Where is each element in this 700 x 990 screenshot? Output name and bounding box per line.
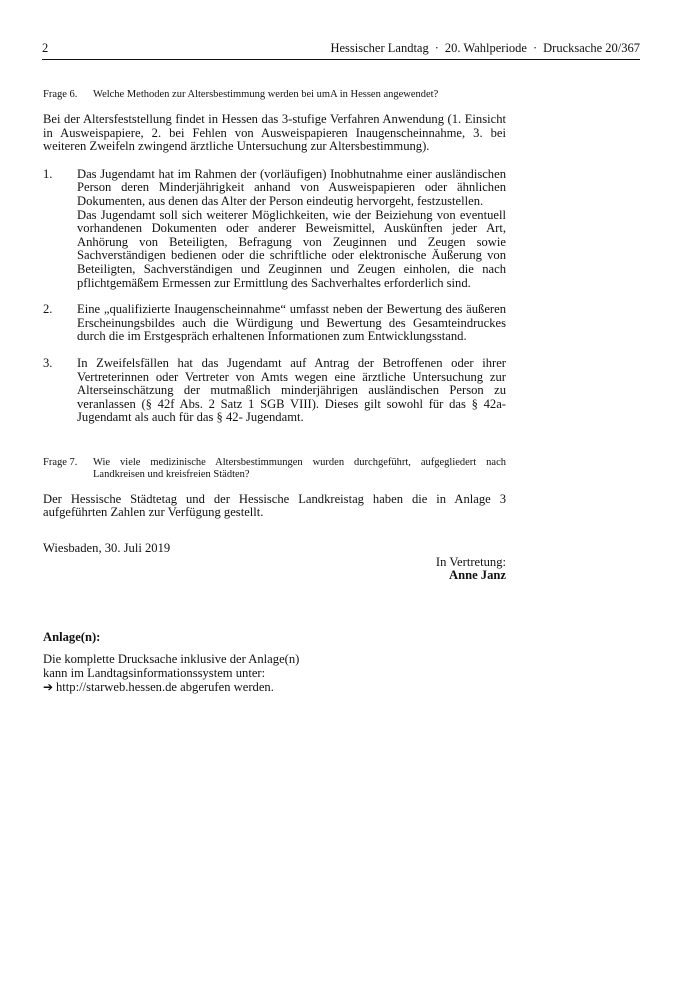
list-number: 1. (43, 166, 53, 181)
list-paragraph: In Zweifelsfällen hat das Jugendamt auf Antrag der Betroffenen oder ihrer Vertreterinnen oder Vertreter von Amts wegen eine ärztliche Untersuchung zur Alterseinschätzung der mutmaßlich minderjährigen ausländischen Person zu veranlassen (§ 42f Abs. 2 Satz 1 SGB VIII). Dieses gilt sowohl für das § 42a-Jugendamt als auch für das § 42- Jugendamt. (77, 355, 506, 425)
attachment-section (43, 631, 506, 694)
page-number: 2 (42, 41, 49, 55)
question-text: Wie viele medizinische Altersbestimmungen wurden durchgeführt, aufgegliedert nach Landkreisen und kreisfreien Städten? (93, 456, 506, 480)
starweb-link[interactable]: http://starweb.hessen.de abgerufen werden. (56, 679, 274, 694)
list-body (77, 303, 506, 344)
list-item (43, 357, 506, 425)
header-info (330, 41, 640, 56)
document-number: Drucksache 20/367 (543, 41, 640, 55)
answer-6-intro: Bei der Altersfeststellung findet in Hessen das 3-stufige Verfahren Anwendung (1. Einsicht in Ausweispapiere, 2. bei Fehlen von Ausweispapieren Inaugenscheinnahme, 3. bei weiteren Zweifeln zwingend ärztliche Untersuchung zur Altersbestimmung). (43, 112, 506, 154)
question-label: Frage 7. (43, 456, 78, 468)
attachment-link-line (43, 681, 506, 695)
list-paragraph: Eine „qualifizierte Inaugenscheinnahme“ umfasst neben der Bewertung des äußeren Erscheinungsbildes auch die Würdigung und Bewertung des Gesamteindruckes durch die im Erstgespräch erhaltenen Informationen zum Entwicklungsstand. (77, 302, 506, 344)
place-date: Wiesbaden, 30. Juli 2019 (43, 541, 171, 556)
list-number: 3. (43, 355, 53, 370)
attachment-line: Die komplette Drucksache inklusive der Anlage(n) (43, 652, 300, 667)
list-paragraph: Das Jugendamt soll sich weiterer Möglichkeiten, wie der Beiziehung von eventuell vorhandenen Dokumenten oder anderer Beweismittel, Auskünften jeder Art, Anhörung von Beteiligten, Befragung von Zeuginnen und Zeugen sowie Sachverständigen bedienen oder die schriftliche oder elektronische Äußerung von Beteiligten, Sachverständigen und Zeuginnen und Zeugen einholen, die nach pflichtgemäßem Ermessen zur Ermittlung des Sachverhaltes erforderlich sind. (77, 207, 506, 290)
header-separator: · (532, 41, 538, 55)
list-number: 2. (43, 302, 53, 317)
arrow-right-icon: ➔ (43, 679, 54, 694)
answer-7-text: Der Hessische Städtetag und der Hessische Landkreistag haben die in Anlage 3 aufgeführten Zahlen zur Verfügung gestellt. (43, 491, 506, 520)
question-label: Frage 6. (43, 89, 78, 100)
signature-block (43, 556, 506, 583)
list-paragraph: Das Jugendamt hat im Rahmen der (vorläufigen) Inobhutnahme einer ausländischen Person deren Minderjährigkeit anhand von Ausweispapieren oder ähnlichen Dokumenten, aus denen das Alter der Person eindeutig hervorgeht, festzustellen. (77, 166, 506, 208)
attachment-title: Anlage(n): (43, 629, 101, 644)
signatory-name: Anne Janz (448, 568, 506, 583)
list-item (43, 168, 506, 290)
representation-label: In Vertretung: (435, 554, 506, 569)
attachment-line: kann im Landtagsinformationssystem unter: (43, 666, 266, 681)
legislative-period: 20. Wahlperiode (444, 41, 527, 55)
question-6 (43, 89, 506, 101)
page-header (42, 41, 640, 60)
header-separator: · (434, 41, 439, 55)
question-7 (43, 457, 506, 481)
question-text: Welche Methoden zur Altersbestimmung werden bei umA in Hessen angewendet? (93, 89, 439, 100)
list-body (77, 168, 506, 290)
parliament-name: Hessischer Landtag (330, 41, 429, 55)
document-body (43, 89, 506, 694)
list-item (43, 303, 506, 344)
list-body (77, 357, 506, 425)
